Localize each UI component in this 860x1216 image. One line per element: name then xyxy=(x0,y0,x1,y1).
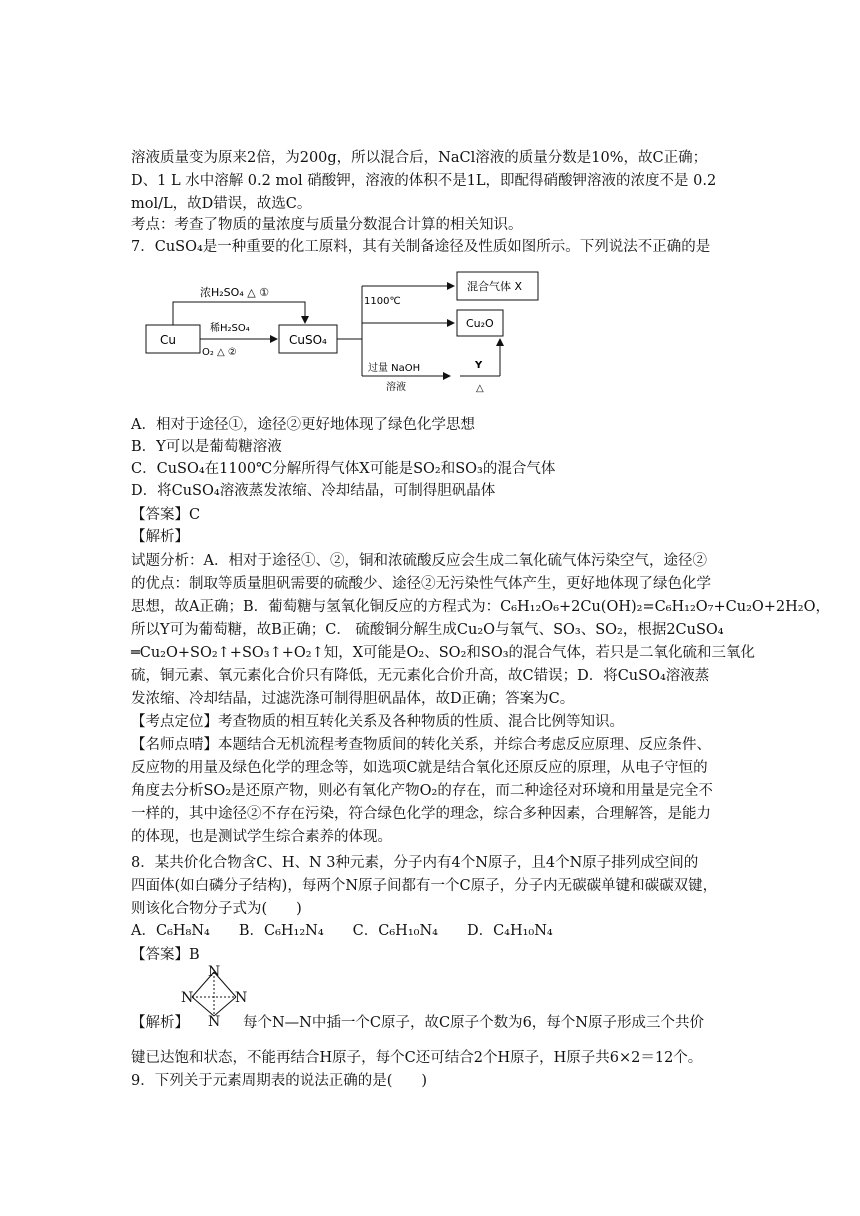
y-label: Y xyxy=(475,360,483,371)
text-line: mol/L，故D错误，故选C。 xyxy=(131,196,312,212)
text-line: 四面体(如白磷分子结构)，每两个N原子间都有一个C原子，分子内无碳碳单键和碳碳双键， xyxy=(131,878,718,894)
option-b: B．Y可以是葡萄糖溶液 xyxy=(131,439,282,455)
text-line: 考点：考查了物质的量浓度与质量分数混合计算的相关知识。 xyxy=(131,217,523,233)
text-line: 试题分析：A．相对于途径①、②，铜和浓硫酸反应会生成二氧化硫气体污染空气，途径② xyxy=(131,553,707,569)
text-line: 思想，故A正确；B．葡萄糖与氢氧化铜反应的方程式为：C₆H₁₂O₆+2Cu(OH)₂=C₆H₁₂O₇+Cu₂O+2H₂O， xyxy=(131,599,830,615)
cu2o-box-label: Cu₂O xyxy=(466,317,494,330)
text-line: 则该化合物分子式为( ) xyxy=(131,901,302,917)
text-line: 的体现，也是测试学生综合素养的体现。 xyxy=(131,829,392,845)
path-2-top-label: 稀H₂SO₄ xyxy=(210,323,250,334)
path-2-bottom-label: O₂ △ ② xyxy=(202,347,237,358)
text-line: 所以Y可为葡萄糖，故B正确；C． 硫酸铜分解生成Cu₂O与氧气、SO₃、SO₂，根据2CuSO₄ xyxy=(131,622,724,638)
path-1-arrow xyxy=(173,302,305,325)
text-line: 的优点：制取等质量胆矾需要的硫酸少、途径②无污染性气体产生，更好地体现了绿色化学 xyxy=(131,576,711,592)
text-line: 【名师点晴】本题结合无机流程考查物质间的转化关系，并综合考虑反应原理、反应条件、 xyxy=(131,737,711,753)
text-line: D、1 L 水中溶解 0.2 mol 硝酸钾，溶液的体积不是1L，即配得硝酸钾溶液的浓度不是 0.2 xyxy=(131,173,717,189)
text-line: 溶液质量变为原来2倍，为200g，所以混合后，NaCl溶液的质量分数是10%，故C正确； xyxy=(131,150,708,166)
cuso4-flow-diagram xyxy=(140,268,560,393)
text-line: 键已达饱和状态，不能再结合H原子，每个C还可结合2个H原子，H原子共6×2＝12个。 xyxy=(131,1050,703,1066)
question-8-options: A．C₆H₈N₄ B．C₆H₁₂N₄ C．C₆H₁₀N₄ D．C₄H₁₀N₄ xyxy=(131,923,553,939)
gas-box-label: 混合气体 X xyxy=(467,280,523,293)
answer-8: 【答案】B xyxy=(131,947,200,963)
answer-7: 【答案】C xyxy=(131,507,201,523)
question-9-stem: 9．下列关于元素周期表的说法正确的是( ) xyxy=(131,1073,428,1089)
cuso4-label: CuSO₄ xyxy=(289,333,327,347)
text-line: 每个N—N中插一个C原子，故C原子个数为6，每个N原子形成三个共价 xyxy=(243,1015,704,1031)
solution-label: 溶液 xyxy=(386,382,406,393)
naoh-label: 过量 NaOH xyxy=(368,363,421,374)
option-d: D．将CuSO₄溶液蒸发浓缩、冷却结晶，可制得胆矾晶体 xyxy=(131,483,496,499)
question-7-stem: 7．CuSO₄是一种重要的化工原料，其有关制备途径及性质如图所示。下列说法不正确的是 xyxy=(131,239,711,255)
text-line: 硫，铜元素、氧元素化合价只有降低，无元素化合价升高，故C错误；D．将CuSO₄溶液蒸 xyxy=(131,668,710,684)
n-atom-top: N xyxy=(208,964,221,980)
n-atom-left: N xyxy=(181,990,194,1006)
analysis-heading-8: 【解析】 xyxy=(131,1015,189,1031)
text-line: 一样的，其中途径②不存在污染，符合绿色化学的理念，综合多种因素，合理解答，是能力 xyxy=(131,806,711,822)
cu-label: Cu xyxy=(160,333,176,347)
n-atom-bottom: N xyxy=(208,1014,221,1030)
text-line: 反应物的用量及绿色化学的理念等，如选项C就是结合氧化还原反应的原理，从电子守恒的 xyxy=(131,760,708,776)
question-8-stem: 8．某共价化合物含C、H、N 3种元素，分子内有4个N原子，且4个N原子排列成空间的 xyxy=(131,855,699,871)
heat-label: △ xyxy=(476,383,484,393)
temp-label: 1100℃ xyxy=(364,296,401,307)
path-1-label: 浓H₂SO₄ △ ① xyxy=(200,286,270,299)
option-c: C．CuSO₄在1100℃分解所得气体X可能是SO₂和SO₃的混合气体 xyxy=(131,461,556,477)
text-line: 角度去分析SO₂是还原产物，则必有氧化产物O₂的存在，而二种途径对环境和用量是完全不 xyxy=(131,783,713,799)
option-a: A．相对于途径①，途径②更好地体现了绿色化学思想 xyxy=(131,417,475,433)
n-atom-right: N xyxy=(235,990,248,1006)
analysis-heading-7: 【解析】 xyxy=(131,529,189,545)
text-line: 【考点定位】考查物质的相互转化关系及各种物质的性质、混合比例等知识。 xyxy=(131,714,624,730)
text-line: ═Cu₂O+SO₂↑+SO₃↑+O₂↑知，X可能是O₂、SO₂和SO₃的混合气体，若只是二氧化硫和三氧化 xyxy=(131,645,756,661)
text-line: 发浓缩、冷却结晶，过滤洗涤可制得胆矾晶体，故D正确；答案为C。 xyxy=(131,691,575,707)
